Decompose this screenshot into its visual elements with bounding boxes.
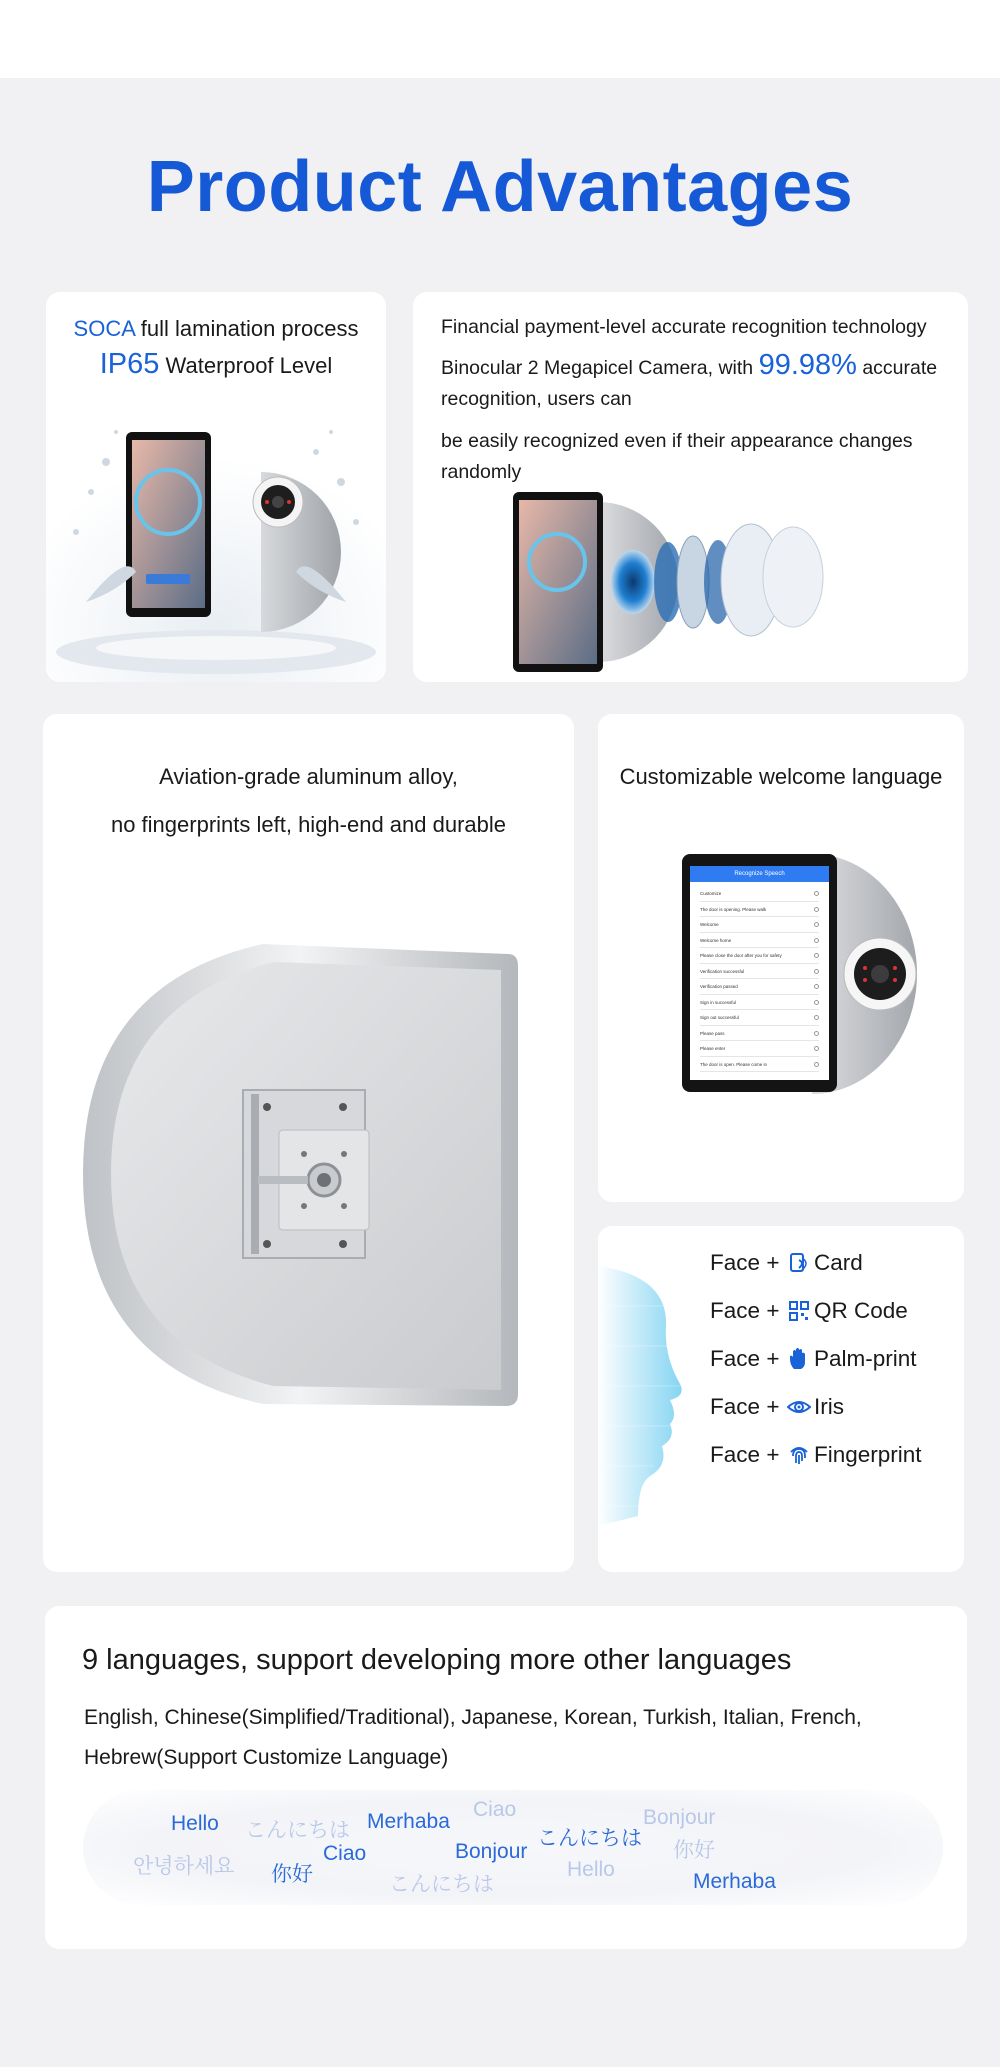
waterproof-text: Waterproof Level xyxy=(159,353,333,378)
welcome-card xyxy=(598,714,964,1202)
speech-option-item xyxy=(700,964,819,980)
face-label: Face xyxy=(710,1394,761,1419)
fingerprint-label: Fingerprint xyxy=(814,1442,922,1467)
speech-option-text: Verification successful xyxy=(700,968,745,974)
mode-row-qr xyxy=(710,1296,908,1326)
qr-code-label: QR Code xyxy=(814,1298,908,1323)
alloy-line-2: no fingerprints left, high-end and durable xyxy=(110,812,507,837)
greeting-word-cloud xyxy=(83,1790,943,1905)
waterproof-line xyxy=(46,348,386,381)
speech-option-text: Welcome xyxy=(700,922,719,927)
card-icon xyxy=(786,1250,812,1276)
speech-option-text: Sign in successful xyxy=(700,999,737,1005)
speech-screen-header: Recognize Speech xyxy=(690,866,829,882)
speech-option-text: Please enter xyxy=(700,1046,726,1051)
eye-icon xyxy=(786,1394,812,1420)
greeting-word: Merhaba xyxy=(693,1870,776,1893)
speech-option-item xyxy=(700,979,819,995)
speech-option-text: Please pass xyxy=(700,1030,725,1036)
plus-sign: + xyxy=(766,1442,780,1467)
greeting-word: Ciao xyxy=(323,1842,367,1865)
greeting-word: 你好 xyxy=(271,1863,313,1886)
plus-sign: + xyxy=(766,1346,780,1371)
greeting-word: Merhaba xyxy=(367,1810,450,1833)
speech-option-text: Please close the door after you for safety xyxy=(700,953,782,958)
palm-icon xyxy=(786,1346,812,1372)
ip-rating: IP65 xyxy=(99,348,160,380)
auth-modes-card xyxy=(598,1226,964,1572)
speech-option-item xyxy=(700,995,819,1011)
speech-option-text: Customize xyxy=(700,891,722,896)
radio-icon xyxy=(814,1015,819,1020)
greeting-word: Hello xyxy=(171,1812,219,1835)
speech-option-item xyxy=(700,886,819,902)
radio-icon xyxy=(814,1031,819,1036)
greeting-word: Bonjour xyxy=(643,1806,716,1829)
greeting-word: Bonjour xyxy=(455,1840,528,1863)
alloy-card xyxy=(43,714,574,1572)
camera-exploded-image xyxy=(513,492,853,672)
greeting-word: こんにちは xyxy=(245,1819,350,1842)
greeting-word: Ciao xyxy=(473,1798,517,1821)
palm-label: Palm-print xyxy=(814,1346,917,1371)
radio-icon xyxy=(814,938,819,943)
speech-option-text: Sign out successful xyxy=(700,1015,739,1020)
camera-suffix: accurate recognition, users can xyxy=(441,357,938,410)
speech-option-item xyxy=(700,948,819,964)
face-label: Face xyxy=(710,1298,761,1323)
languages-description: English, Chinese(Simplified/Traditional), Japanese, Korean, Turkish, Italian, French, Hebrew(Support Customize Language) xyxy=(84,1706,862,1769)
speech-option-item xyxy=(700,917,819,933)
radio-icon xyxy=(814,969,819,974)
radio-icon xyxy=(814,922,819,927)
plus-sign: + xyxy=(766,1394,780,1419)
recognition-card xyxy=(413,292,968,682)
recognition-heading: Financial payment-level accurate recognition technology xyxy=(441,316,927,338)
speech-option-text: Verification passed xyxy=(700,984,738,989)
camera-prefix: Binocular 2 Megapicel Camera, with xyxy=(441,357,759,379)
lamination-text: full lamination process xyxy=(134,316,359,341)
speech-option-item xyxy=(700,1041,819,1057)
radio-icon xyxy=(814,1000,819,1005)
mounting-plate-image xyxy=(83,944,533,1414)
welcome-caption: Customizable welcome language xyxy=(619,764,943,789)
plus-sign: + xyxy=(766,1250,780,1275)
fingerprint-icon xyxy=(786,1442,812,1468)
speech-option-text: The door is open. Please come in xyxy=(700,1061,768,1067)
radio-icon xyxy=(814,907,819,912)
radio-icon xyxy=(814,891,819,896)
speech-option-list xyxy=(690,882,829,1076)
welcome-device-image xyxy=(682,854,922,1094)
mode-row-iris xyxy=(710,1392,844,1422)
alloy-line-1: Aviation-grade aluminum alloy, xyxy=(159,764,458,789)
face-label: Face xyxy=(710,1250,761,1275)
greeting-word: 你好 xyxy=(673,1839,715,1862)
speech-option-item xyxy=(700,1026,819,1042)
radio-icon xyxy=(814,1046,819,1051)
brand-text: SOCA xyxy=(73,316,135,341)
page-title: Product Advantages xyxy=(146,147,854,227)
speech-screen xyxy=(690,866,829,1080)
greeting-word: こんにちは xyxy=(537,1827,642,1850)
camera-description xyxy=(441,350,961,415)
mode-row-card xyxy=(710,1248,863,1278)
speech-option-item xyxy=(700,1010,819,1026)
radio-icon xyxy=(814,984,819,989)
iris-label: Iris xyxy=(814,1394,844,1419)
greeting-word: 안녕하세요 xyxy=(133,1855,235,1878)
qr-code-icon xyxy=(786,1298,812,1324)
lamination-line xyxy=(46,316,386,342)
waterproof-card xyxy=(46,292,386,682)
face-label: Face xyxy=(710,1346,761,1371)
languages-card xyxy=(45,1606,967,1949)
plus-sign: + xyxy=(766,1298,780,1323)
speech-option-item xyxy=(700,1057,819,1073)
face-label: Face xyxy=(710,1442,761,1467)
radio-icon xyxy=(814,953,819,958)
face-wireframe-image xyxy=(598,1266,708,1546)
speech-option-text: The door is opening. Please walk xyxy=(700,906,767,912)
speech-option-text: Welcome home xyxy=(700,937,732,943)
speech-option-item xyxy=(700,902,819,918)
radio-icon xyxy=(814,1062,819,1067)
greeting-word: こんにちは xyxy=(389,1873,494,1896)
accuracy-value: 99.98% xyxy=(758,349,857,381)
languages-heading: 9 languages, support developing more other languages xyxy=(82,1644,792,1676)
mode-row-fingerprint xyxy=(710,1440,922,1470)
speech-option-item xyxy=(700,933,819,949)
recognition-body: be easily recognized even if their appearance changes randomly xyxy=(441,430,913,483)
waterproof-device-image xyxy=(46,402,386,682)
card-label: Card xyxy=(814,1250,863,1275)
greeting-word: Hello xyxy=(567,1858,615,1881)
mode-row-palm xyxy=(710,1344,917,1374)
